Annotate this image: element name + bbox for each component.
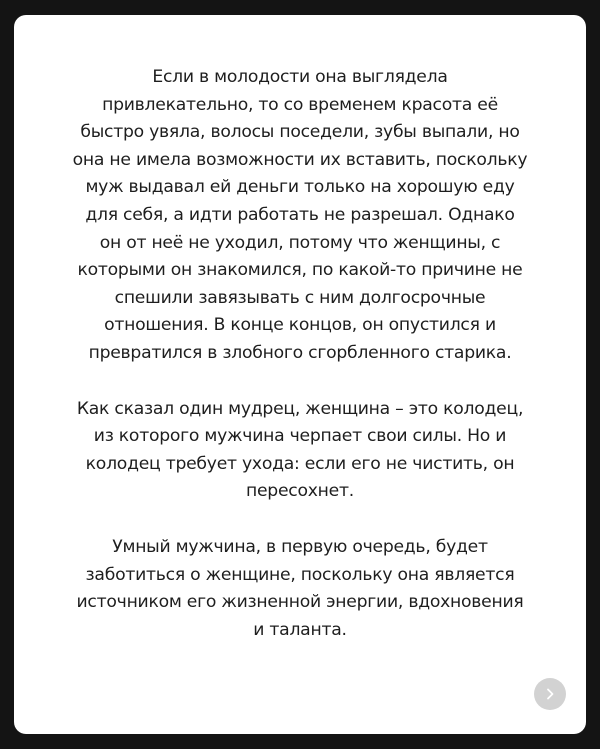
- paragraph-2: [36, 396, 564, 506]
- paragraph-spacer: [36, 368, 564, 396]
- paragraph-spacer: [36, 506, 564, 534]
- text-line: Как сказал один мудрец, женщина – это колодец,: [76, 398, 524, 419]
- text-line: пересохнет.: [246, 481, 354, 502]
- text-line: превратился в злобного сгорбленного старика.: [88, 342, 512, 363]
- paragraph-1: [36, 64, 564, 368]
- text-line: Умный мужчина, в первую очередь, будет: [112, 536, 488, 557]
- text-line: которыми он знакомился, по какой-то причине не: [77, 260, 523, 281]
- text-line: муж выдавал ей деньги только на хорошую еду: [85, 177, 515, 198]
- text-line: отношения. В конце концов, он опустился и: [104, 315, 496, 336]
- text-line: привлекательно, то со временем красота её: [102, 94, 498, 115]
- paragraph-3: [36, 534, 564, 644]
- text-line: быстро увяла, волосы поседели, зубы выпали, но: [80, 122, 520, 143]
- text-line: спешили завязывать с ним долгосрочные: [114, 287, 486, 308]
- text-line: источником его жизненной энергии, вдохновения: [76, 592, 524, 613]
- text-line: колодец требует ухода: если его не чистить, он: [85, 453, 515, 474]
- text-line: и таланта.: [253, 619, 347, 640]
- text-line: Если в молодости она выглядела: [152, 67, 448, 87]
- text-line: он от неё не уходил, потому что женщины, с: [99, 232, 501, 253]
- text-line: она не имела возможности их вставить, поскольку: [72, 149, 528, 170]
- post-text: [36, 64, 564, 644]
- text-line: из которого мужчина черпает свои силы. Но и: [93, 426, 507, 447]
- text-line: для себя, а идти работать не разрешал. Однако: [85, 204, 515, 225]
- post-card: [14, 15, 586, 734]
- chevron-right-icon: [543, 687, 557, 701]
- next-slide-button[interactable]: [534, 678, 566, 710]
- text-line: заботиться о женщине, поскольку она является: [85, 564, 515, 585]
